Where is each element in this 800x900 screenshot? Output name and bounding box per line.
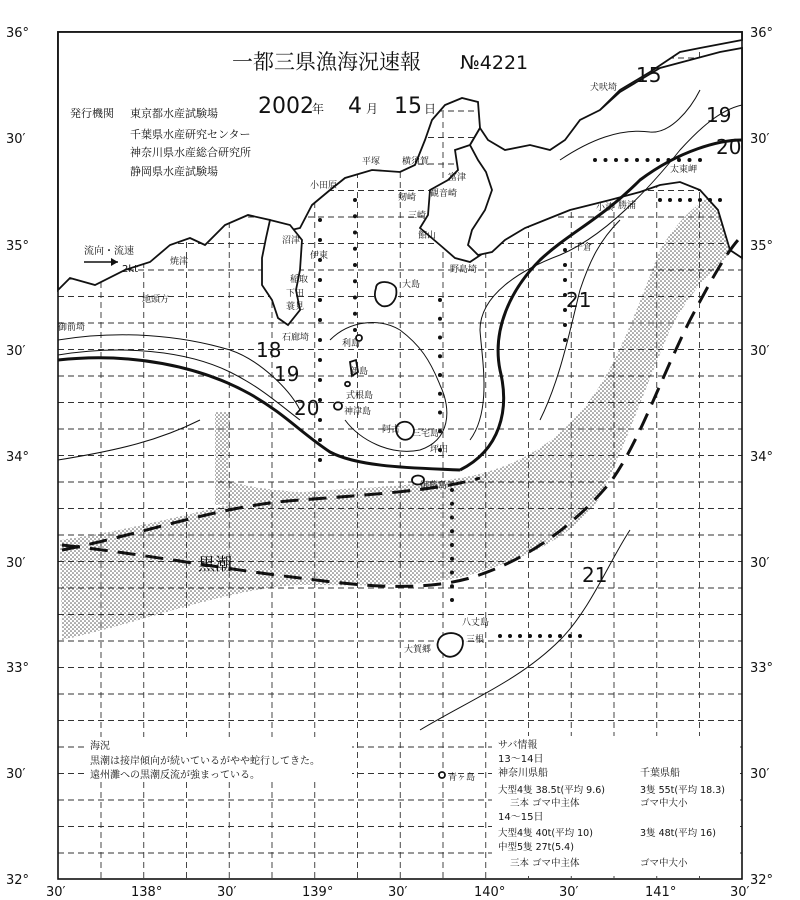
place-name: 野島埼 [450,265,478,275]
lat-label-left: 32° [6,873,30,888]
place-name: 青ヶ島 [448,773,476,783]
station-dot [450,488,454,492]
sea-notes [84,737,352,781]
station-dot [438,298,442,302]
place-name: 三宅島 [412,429,440,439]
issue-day: 15 [394,94,422,119]
lat-label-right: 32° [750,873,774,888]
lat-label-right: 35° [750,239,774,254]
place-name: 三崎 [408,211,427,221]
lat-label-right: 30′ [750,767,770,782]
issuer-3: 神奈川県水産総合研究所 [130,146,251,159]
place-name: 勝浦 [618,201,637,211]
station-dot [450,598,454,602]
station-dot [450,584,454,588]
station-dot [578,634,582,638]
kozushima-island [334,402,342,410]
lat-label-left: 30′ [6,344,26,359]
sea-notes-line-1: 黒潮は接岸傾向が続いているがやや蛇行してきた。 [90,756,320,767]
station-dot [563,338,567,342]
place-name: 利島 [342,339,361,349]
lat-label-left: 30′ [6,556,26,571]
lat-label-right: 36° [750,26,774,41]
place-name: 千倉 [574,243,593,253]
flow-legend-label: 流向・流速 [84,246,134,257]
station-dot [593,158,597,162]
saba-title: サバ情報 [498,740,538,751]
issue-month-unit: 月 [366,102,379,116]
station-dot [318,278,322,282]
saba-p2-chiba-2: ゴマ中大小 [640,858,688,869]
lon-label-bottom: 30′ [388,885,408,900]
lon-label-bottom: 30′ [217,885,237,900]
lon-label-bottom: 141° [645,885,677,900]
flow-legend-speed: 2kt [122,264,139,275]
issue-year-unit: 年 [312,102,325,116]
station-dot [318,438,322,442]
station-dot [438,354,442,358]
station-dot [450,543,454,547]
isotherm-label-21-south: 21 [582,563,608,587]
lat-label-left: 36° [6,26,30,41]
place-name: 小湊 [596,203,615,213]
station-dot [353,312,357,316]
lat-label-right: 34° [750,450,774,465]
lon-label-bottom: 30′ [559,885,579,900]
place-name: 犬吠埼 [590,83,618,93]
place-name: 神津島 [344,407,372,417]
station-dot [678,198,682,202]
station-dot [688,198,692,202]
station-dot [353,214,357,218]
station-dot [353,279,357,283]
station-dot [698,198,702,202]
issuer-label: 発行機関 [70,107,114,120]
saba-p1-kanagawa-1: 大型4隻 38.5t(平均 9.6) [498,785,605,796]
station-dot [635,158,639,162]
station-dot [563,323,567,327]
saba-notes [492,736,740,876]
lon-label-bottom: 138° [131,885,163,900]
place-name: 剱崎 [398,193,417,203]
place-name: 大島 [402,280,421,290]
kuroshio-stipple-upper [215,412,300,505]
saba-period-1: 13〜14日 [498,754,544,765]
issuer-4: 静岡県水産試験場 [130,165,218,178]
station-dot [548,634,552,638]
station-dot [438,317,442,321]
place-name: 八丈島 [462,618,490,628]
station-dot [353,263,357,267]
place-name: 御前埼 [58,323,86,333]
place-name: 阿古 [382,425,401,435]
station-dot [318,358,322,362]
station-dot [353,296,357,300]
station-dot [353,328,357,332]
saba-p1-chiba-2: ゴマ中大小 [640,798,688,809]
place-name: 富津 [448,173,467,183]
station-dot [614,158,618,162]
station-dot [604,158,608,162]
station-dot [563,278,567,282]
lon-label-bottom: 30′ [46,885,66,900]
place-name: 平塚 [362,157,381,167]
place-name: 石廊埼 [282,333,310,343]
isotherm-20-west [58,358,460,470]
issue-month: 4 [348,94,362,119]
station-dot [318,338,322,342]
station-dot [450,571,454,575]
place-name: 館山 [418,231,437,241]
station-dot [450,516,454,520]
isotherm-label-19-west: 19 [274,362,300,386]
saba-p1-chiba-1: 3隻 55t(平均 18.3) [640,785,725,796]
place-name: 稲取 [290,275,309,285]
place-name: 坪田 [430,445,449,455]
station-dot [508,634,512,638]
aogashima-island [439,772,445,778]
issue-year: 2002 [258,94,314,119]
lat-label-right: 30′ [750,132,770,147]
saba-p2-kanagawa-1: 大型4隻 40t(平均 10) [498,828,593,839]
coastal-current [58,420,200,460]
isotherm-label-19-east: 19 [706,103,732,127]
lat-label-left: 30′ [6,132,26,147]
station-dot [438,336,442,340]
station-dot [538,634,542,638]
station-dot [438,392,442,396]
place-name: 横須賀 [402,157,430,167]
place-name: 太東岬 [670,165,698,175]
kuroshio-band [60,190,735,640]
lat-label-left: 34° [6,450,30,465]
map-title: 一都三県漁海況速報 [232,50,421,74]
station-dot [353,231,357,235]
station-dot [518,634,522,638]
station-dot [563,248,567,252]
station-dot [646,158,650,162]
kuroshio-label: 黒潮 [198,555,232,575]
issuer-1: 東京都水産試験場 [130,107,218,120]
lat-label-right: 30′ [750,556,770,571]
station-dot [353,198,357,202]
station-dot [668,198,672,202]
place-name: 御蔵島 [420,481,448,491]
station-dot [450,502,454,506]
saba-p2-kanagawa-2: 中型5隻 27t(5.4) [498,842,574,853]
sea-notes-title: 海況 [90,741,110,752]
place-name: 伊東 [310,251,329,261]
station-dot [568,634,572,638]
sea-notes-line-2: 遠州灘への黒潮反流が強まっている。 [90,770,260,781]
station-dot [318,378,322,382]
oshima-island [375,282,396,306]
station-dot [318,298,322,302]
isotherm-label-20-west: 20 [294,396,320,420]
lon-label-bottom: 139° [302,885,334,900]
station-dot [625,158,629,162]
lat-label-right: 33° [750,661,774,676]
lat-label-right: 30′ [750,344,770,359]
lon-label-bottom: 30′ [730,885,750,900]
station-dot [563,263,567,267]
station-dot [718,198,722,202]
place-name: 蓑見 [286,302,305,312]
place-name: 沼津 [282,236,301,246]
issue-day-unit: 日 [424,102,437,116]
station-dot [656,158,660,162]
station-dot [677,158,681,162]
lat-label-left: 30′ [6,767,26,782]
place-name: 下田 [286,289,305,299]
station-dot [318,318,322,322]
place-name: 大賀郷 [404,645,432,655]
station-dot [688,158,692,162]
station-dot [318,458,322,462]
place-name: 式根島 [346,391,374,401]
isotherm-label-21-north: 21 [566,288,592,312]
saba-p2-chiba-1: 3隻 48t(平均 16) [640,828,716,839]
station-dot [438,411,442,415]
saba-kanagawa-label: 神奈川県船 [498,768,548,779]
lat-label-left: 35° [6,239,30,254]
hachijojima-island [437,633,462,657]
station-dot [558,634,562,638]
shikinejima-island [345,382,350,387]
station-dot [353,247,357,251]
station-dot [528,634,532,638]
station-dot [698,158,702,162]
station-dot [450,557,454,561]
place-name: 小田原 [310,181,338,191]
station-dot [450,529,454,533]
place-name: 三根 [466,635,485,645]
place-name: 新島 [350,367,369,377]
station-dot [658,198,662,202]
station-dot [498,634,502,638]
lon-label-bottom: 140° [474,885,506,900]
place-name: 地頭方 [142,295,170,305]
issuer-2: 千葉県水産研究センター [130,128,251,141]
station-dot [667,158,671,162]
saba-p1-kanagawa-2: 三本 ゴマ中主体 [510,798,580,809]
saba-chiba-label: 千葉県船 [640,768,680,779]
station-dot [708,198,712,202]
station-dot [438,373,442,377]
lat-label-left: 33° [6,661,30,676]
place-name: 焼津 [170,257,189,267]
saba-period-2: 14〜15日 [498,812,544,823]
isotherm-label-20-east: 20 [716,135,742,159]
station-dot [318,238,322,242]
isotherm-label-15: 15 [636,63,662,87]
saba-p2-kanagawa-3: 三本 ゴマ中主体 [510,858,580,869]
issue-number: №4221 [460,52,529,74]
station-dot [318,218,322,222]
isotherm-label-18: 18 [256,338,282,362]
place-name: 観音崎 [430,189,458,199]
